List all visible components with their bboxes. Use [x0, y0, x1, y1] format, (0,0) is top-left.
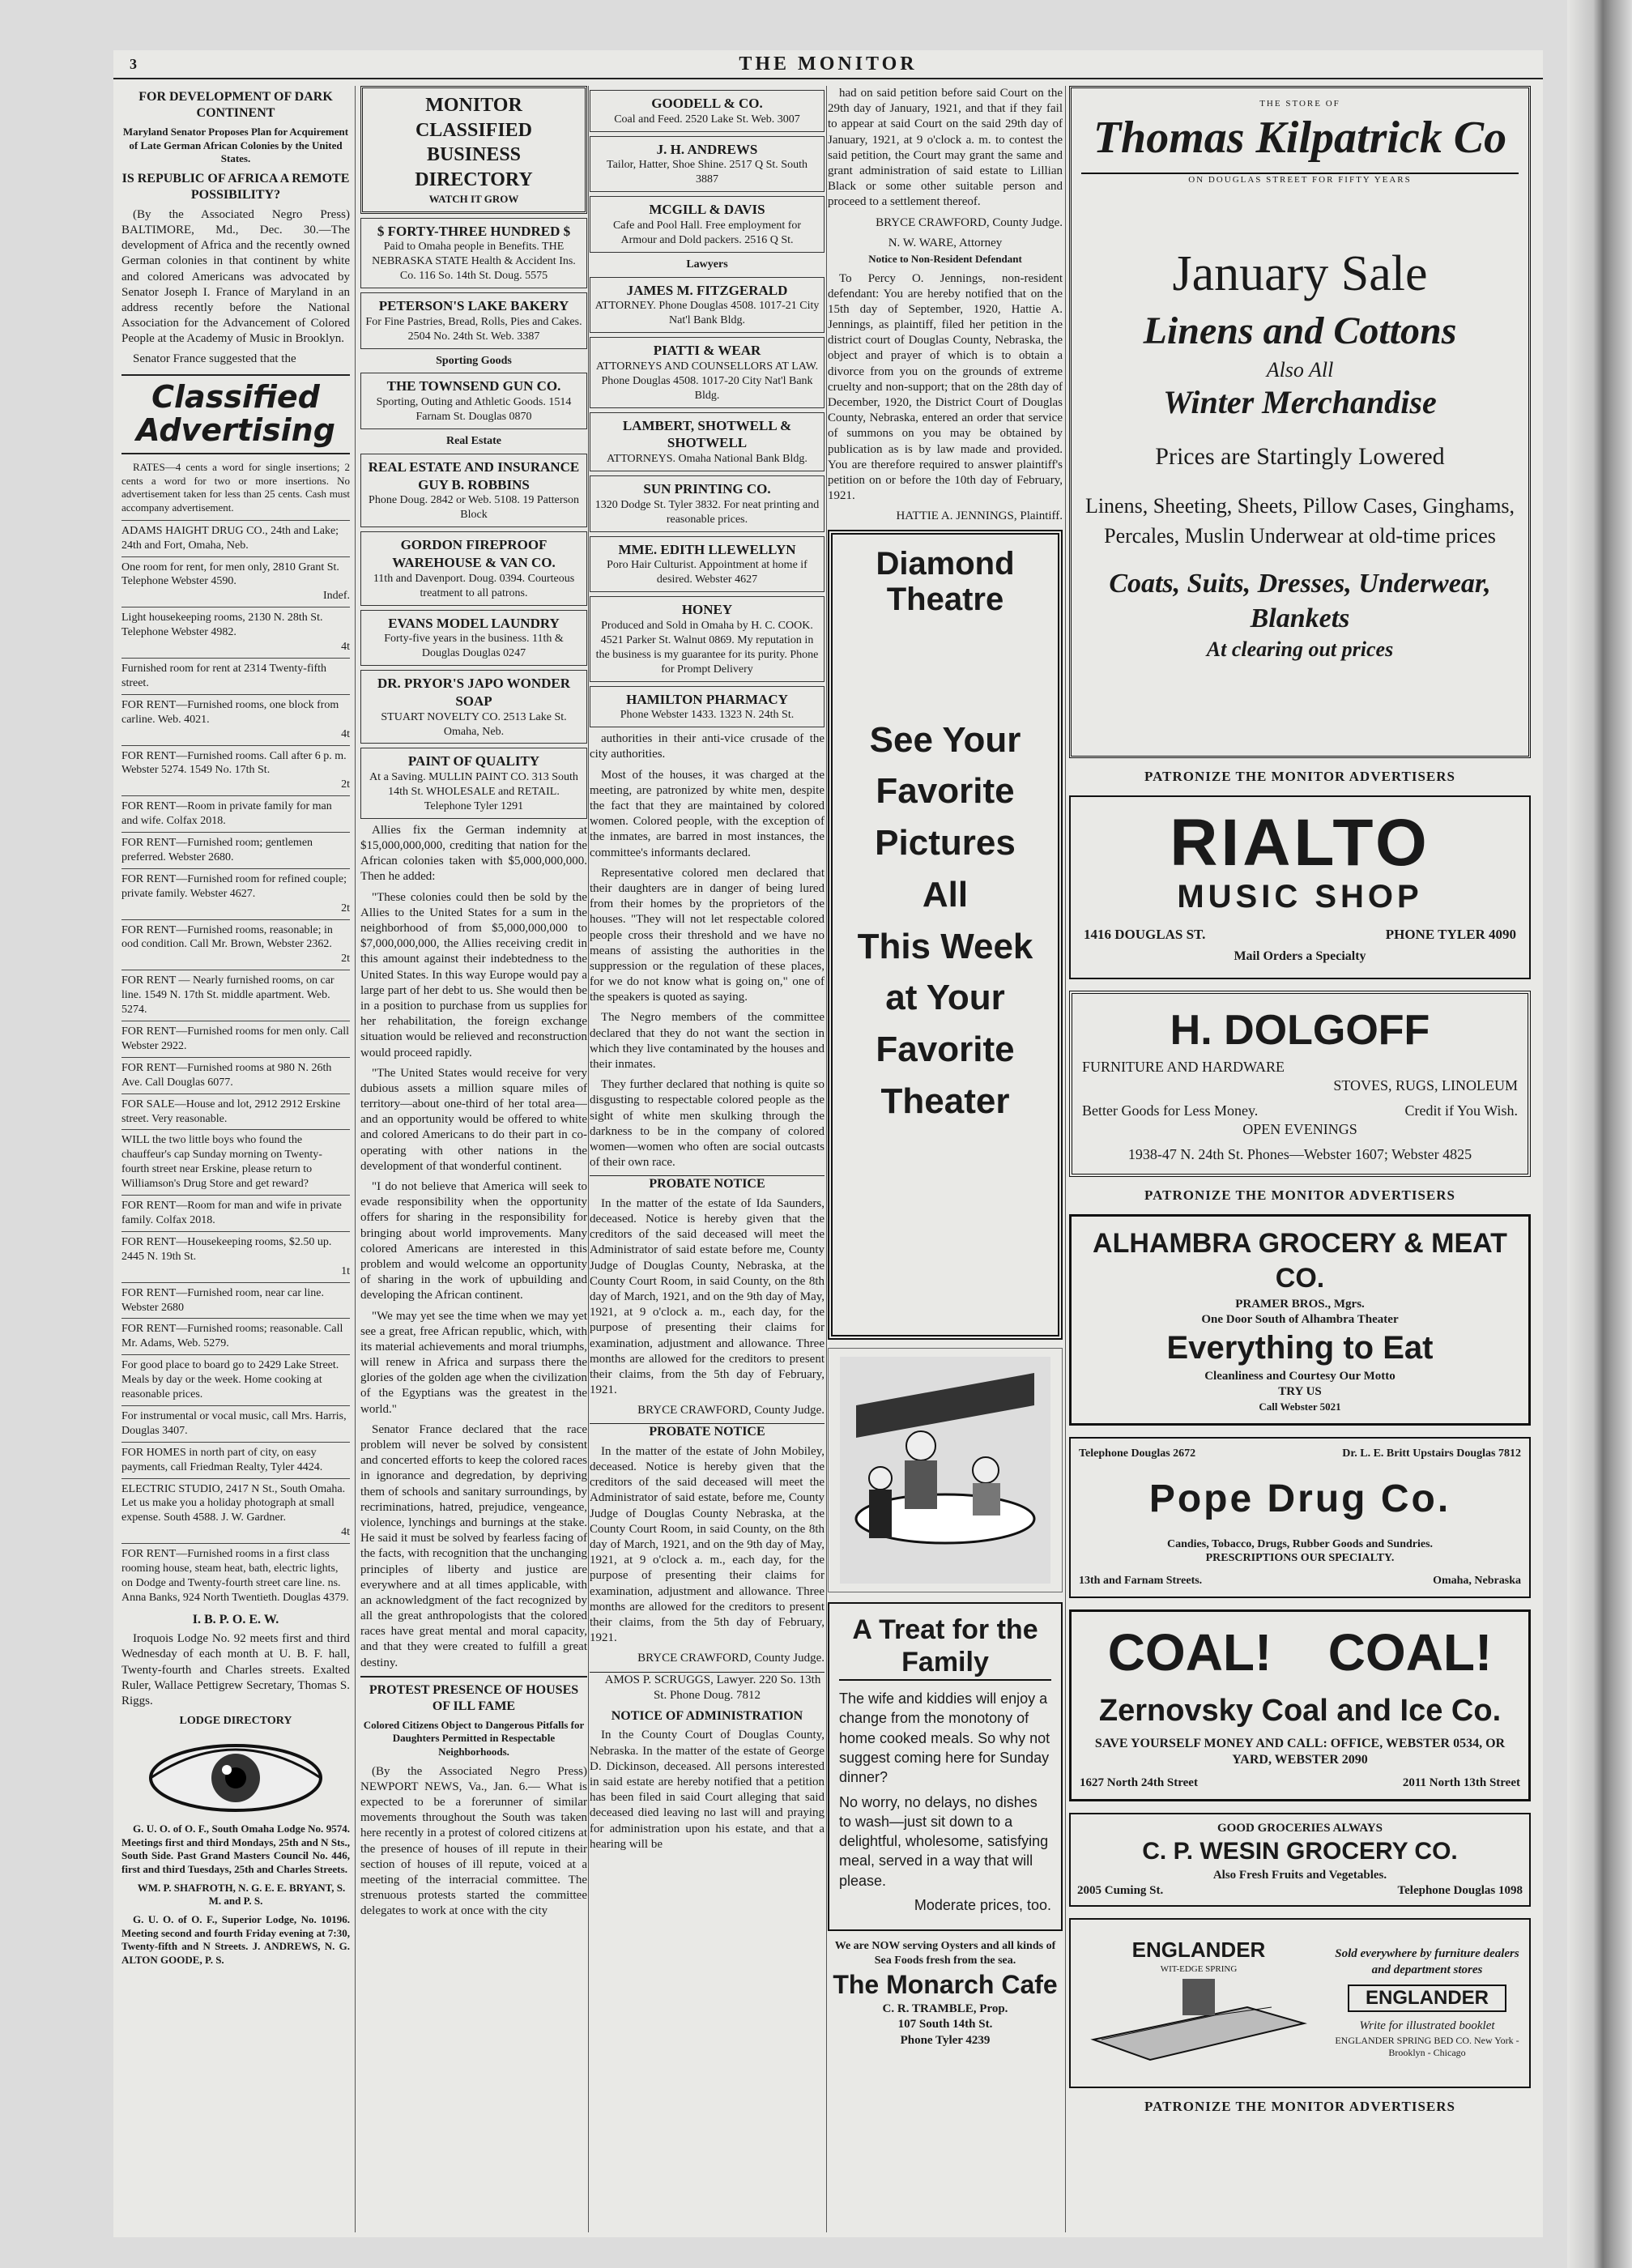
alhambra-name: ALHAMBRA GROCERY & MEAT CO. — [1093, 1227, 1507, 1294]
classified-ad-text: Furnished room for rent at 2314 Twenty-fifth street. — [121, 662, 327, 689]
diamond-theatre-line: Favorite — [876, 1030, 1015, 1070]
classified-ad-text: FOR RENT—Furnished rooms in a first class rooming house, steam heat, bath, electric lights, on Dodge and Twenty-fourth street care line. ns. Anna Banks, 924 North Twentieth. Douglas 4379. — [121, 1548, 349, 1604]
rialto-address: 1416 DOUGLAS ST. — [1084, 926, 1206, 942]
directory-card-details: Coal and Feed. 2520 Lake St. Web. 3007 — [614, 113, 800, 126]
directory-category: Sporting Goods — [436, 354, 512, 367]
classified-ad — [121, 694, 350, 745]
kp-small-top: THE STORE OF — [1259, 99, 1340, 109]
directory-card-details: ATTORNEYS AND COUNSELLORS AT LAW. Phone Douglas 4508. 1017-20 City Nat'l Bank Bldg. — [595, 360, 819, 402]
classified-ad-text: Light housekeeping rooms, 2130 N. 28th St. Telephone Webster 4982. — [121, 612, 323, 639]
alhambra-mgr: PRAMER BROS., Mgrs. — [1235, 1297, 1365, 1311]
directory-card — [590, 475, 825, 532]
eye-icon — [121, 1733, 350, 1823]
lodge-text: G. U. O. of O. F., Superior Lodge, No. 10196. Meeting second and fourth Friday evening at 7:30, Twenty-fifth and N Streets. J. ANDREWS, N. G. ALTON GOODE, P. S. — [121, 1912, 350, 1966]
dolgoff-credit: Credit if You Wish. — [1404, 1102, 1518, 1119]
lodge-officers: WM. P. SHAFROTH, N. G. E. E. BRYANT, S. M. and P. S. — [137, 1881, 346, 1908]
kp-prices: Prices are Startingly Lowered — [1155, 442, 1445, 470]
pope-city: Omaha, Nebraska — [1433, 1575, 1521, 1588]
coal-word: COAL! — [1107, 1623, 1272, 1682]
classified-ad-text: FOR RENT—Furnished room; gentlemen preferred. Webster 2680. — [121, 837, 313, 863]
directory-card — [590, 90, 825, 132]
diamond-theatre-ad — [828, 530, 1063, 1340]
classified-ad — [121, 1478, 350, 1544]
article-paragraph: Representative colored men declared that their daughters are in danger of being lured from their homes by the proprietors of the houses. "They will not let respectable colored people cross their threshold and we have no means of assisting the authorities in the suppression or the regulation of these places, for we do not know what is going on," one of the speakers is quoted as saying. — [590, 866, 825, 1004]
englander-left — [1077, 1937, 1320, 2070]
directory-card-name: MME. EDITH LLEWELLYN — [618, 541, 796, 557]
classified-ad — [121, 1318, 350, 1354]
directory-card-name: MCGILL & DAVIS — [649, 202, 765, 218]
alhambra-everything: Everything to Eat — [1166, 1330, 1434, 1366]
monarch-addr: 107 South 14th St. — [897, 2018, 993, 2031]
classified-ad — [121, 1195, 350, 1231]
probate-text: In the matter of the estate of John Mobiley, deceased. Notice is hereby given that the creditors of the said deceased will meet the Administrator of said estate, before me, County Judge of Douglas County Nebraska, at the County Court Room, in said County, on the 8th day of March, 1921, and on the 9th day of May, 1921, at 9 o'clock a. m., each day, for the purpose of presenting their claims for examination, adjustment and allowance. Three months are allowed for the creditors to present their claims, from the 5th day of February, 1921. — [590, 1444, 825, 1645]
diamond-theatre-line: All — [922, 874, 969, 914]
headline-protest: PROTEST PRESENCE OF HOUSES OF ILL FAME — [360, 1676, 587, 1716]
diamond-theatre-lines — [839, 714, 1051, 1128]
diamond-theatre-line: See Your — [869, 719, 1021, 760]
classified-ad — [121, 520, 350, 556]
directory-card — [590, 277, 825, 334]
pope-address: 13th and Farnam Streets. — [1079, 1575, 1203, 1588]
classified-ad-text: FOR SALE—House and lot, 2912 2912 Erskine street. Very reasonable. — [121, 1098, 341, 1125]
rialto-mail: Mail Orders a Specialty — [1234, 949, 1366, 963]
directory-category: Lawyers — [686, 258, 728, 271]
directory-card-details: Cafe and Pool Hall. Free employment for Armour and Dold packers. 2516 Q St. — [612, 219, 802, 246]
directory-card — [590, 686, 825, 728]
kp-small-bottom: ON DOUGLAS STREET FOR FIFTY YEARS — [1188, 174, 1412, 185]
kp-coats: Coats, Suits, Dresses, Underwear, Blankets — [1109, 569, 1491, 633]
directory-card-details: STUART NOVELTY CO. 2513 Lake St. Omaha, Neb. — [381, 710, 567, 738]
patronize-banner: PATRONIZE THE MONITOR ADVERTISERS — [1144, 2098, 1455, 2114]
treat-prices: Moderate prices, too. — [914, 1897, 1051, 1914]
classified-ad-tag: 2t — [341, 902, 350, 914]
classified-ad — [121, 745, 350, 796]
coal-address-2: 2011 North 13th Street — [1402, 1776, 1520, 1789]
probate-title: PROBATE NOTICE — [590, 1175, 825, 1192]
classified-ad-text: FOR RENT — Nearly furnished rooms, on car line. 1549 N. 17th St. middle apartment. Web. 5274. — [121, 974, 334, 1017]
englander-brand: ENGLANDER — [1131, 1938, 1266, 1963]
directory-title — [360, 86, 587, 214]
pope-drug-ad — [1069, 1437, 1531, 1598]
classified-ad — [121, 556, 350, 608]
englander-ad — [1069, 1918, 1531, 2088]
diamond-theatre-line: This Week — [857, 926, 1033, 966]
patronize-banner: PATRONIZE THE MONITOR ADVERTISERS — [1144, 1187, 1455, 1203]
englander-right — [1332, 1946, 1523, 2059]
dolgoff-stoves: STOVES, RUGS, LINOLEUM — [1333, 1076, 1518, 1094]
classified-ad — [121, 970, 350, 1021]
classified-title: Classified Advertising — [121, 374, 350, 455]
pope-specialty: PRESCRIPTIONS OUR SPECIALTY. — [1205, 1552, 1395, 1565]
lodge-text: G. U. O. of O. F., South Omaha Lodge No. 9574. Meetings first and third Mondays, 25th and N Sts., South Side. Past Grand Masters Council No. 446, first and third Tuesdays, 25th and Charles Streets. — [121, 1823, 350, 1875]
classified-ad-tag: Indef. — [322, 590, 350, 603]
monarch-intro: We are NOW serving Oysters and all kinds of Sea Foods fresh from the sea. — [834, 1940, 1056, 1967]
directory-card-details: ATTORNEY. Phone Douglas 4508. 1017-21 City Nat'l Bank Bldg. — [594, 300, 820, 327]
classified-ad-text: FOR RENT—Furnished room, near car line. Webster 2680 — [121, 1286, 325, 1314]
directory-card-details: At a Saving. MULLIN PAINT CO. 313 South 14th St. WHOLESALE and RETAIL. Telephone Tyler 1291 — [369, 771, 578, 812]
kilpatrick-ad — [1069, 86, 1531, 758]
wesin-name: C. P. WESIN GROCERY CO. — [1142, 1838, 1458, 1865]
directory-card — [590, 596, 825, 681]
classified-ad — [121, 868, 350, 919]
directory-card-details: ATTORNEYS. Omaha National Bank Bldg. — [607, 453, 807, 466]
column-1 — [121, 86, 350, 1972]
coal-address-1: 1627 North 24th Street — [1080, 1776, 1198, 1789]
dolgoff-better: Better Goods for Less Money. — [1082, 1102, 1259, 1119]
masthead-title: THE MONITOR — [739, 53, 918, 75]
directory-card-details: Poro Hair Culturist. Appointment at home if desired. Webster 4627 — [607, 559, 807, 586]
ibpoe-text: Iroquois Lodge No. 92 meets first and third Wednesday of each month at U. B. F. hall, Twenty-fourth and Charles streets. Exalted Ruler, Wallace Pettigrew Secretary, Thomas S. Riggs. — [121, 1632, 350, 1708]
classified-ad — [121, 1057, 350, 1094]
directory-card-details: Forty-five years in the business. 11th & Douglas Douglas 0247 — [384, 633, 564, 660]
wesin-grocery-ad — [1069, 1813, 1531, 1907]
diamond-theatre-line: at Your — [885, 978, 1005, 1018]
directory-card-name: JAMES M. FITZGERALD — [626, 282, 788, 298]
classified-ad — [121, 1094, 350, 1130]
monarch-cafe-ad — [828, 1939, 1063, 2048]
directory-card-name: PETERSON'S LAKE BAKERY — [378, 297, 569, 313]
judge-signature: BRYCE CRAWFORD, County Judge. — [637, 1404, 825, 1418]
alhambra-call: Call Webster 5021 — [1259, 1400, 1341, 1413]
directory-card-details: 1320 Dodge St. Tyler 3832. For neat printing and reasonable prices. — [594, 498, 820, 526]
kp-logo: Thomas Kilpatrick Co — [1081, 109, 1519, 174]
classified-ad-text: WILL the two little boys who found the chauffeur's cap Sunday morning on Twenty-fourth street near Erskine, please return to Williamson's Drug Store and get reward? — [121, 1134, 322, 1191]
directory-card-details: 11th and Davenport. Doug. 0394. Courteous treatment to all patrons. — [373, 572, 575, 599]
monarch-prop: C. R. TRAMBLE, Prop. — [882, 2002, 1008, 2016]
nonresident-text: To Percy O. Jennings, non-resident defendant: You are hereby notified that on the 15th day of September, 1920, Hattie A. Jennings, as plaintiff, filed her petition in the district court of Douglas County, Nebraska, the object and prayer of which is to obtain a divorce from you on the grounds of extreme cruelty and non-support; that on the 28th day of December, 1920, the District Court of Douglas County, Nebraska, entered an order that service of summons on you may be obtained by publication as is by law made and provided. You are therefore required to answer plaintiff's petition on or before the 10th day of February, 1921. — [828, 271, 1063, 503]
classified-ad-text: FOR RENT—Furnished rooms, reasonable; in ood condition. Call Mr. Brown, Webster 2362. — [121, 923, 333, 951]
directory-title-text: MONITOR CLASSIFIED BUSINESS DIRECTORY — [415, 95, 533, 191]
judge-signature: BRYCE CRAWFORD, County Judge. — [637, 1652, 825, 1665]
directory-card-details: Produced and Sold in Omaha by H. C. COOK. 4521 Parker St. Walnut 0869. My reputation in the business is my guarantee for its purity. Phone for Prompt Delivery — [595, 620, 819, 676]
kp-winter: Winter Merchandise — [1163, 383, 1437, 420]
dolgoff-open: OPEN EVENINGS — [1242, 1120, 1357, 1137]
wesin-also: Also Fresh Fruits and Vegetables. — [1212, 1868, 1387, 1882]
directory-card — [360, 292, 587, 349]
kp-list: Linens, Sheeting, Sheets, Pillow Cases, Ginghams, Percales, Muslin Underwear at old-time prices — [1084, 494, 1515, 548]
directory-card-name: PAINT OF QUALITY — [407, 753, 540, 770]
diamond-theatre-title: Diamond Theatre — [876, 545, 1015, 617]
kp-also: Also All — [1266, 357, 1334, 382]
alhambra-ad — [1069, 1214, 1531, 1426]
classified-ad-text: FOR RENT—Furnished rooms for men only. Call Webster 2922. — [121, 1025, 350, 1052]
wesin-phone: Telephone Douglas 1098 — [1397, 1883, 1523, 1897]
wesin-top: GOOD GROCERIES ALWAYS — [1217, 1821, 1383, 1835]
directory-card — [590, 536, 825, 593]
englander-brand-box: ENGLANDER — [1348, 1985, 1506, 2013]
article-paragraph: (By the Associated Negro Press) NEWPORT NEWS, Va., Jan. 6.— What is expected to be a forerunner of similar movements throughout the South was taken here recently in a protest of colored citizens at the presence of houses of ill repute in their section of houses of ill repute, voiced at a meeting of the interracial committee. The strenuous protests started the committee delegates to work at once with the city — [360, 1764, 587, 1918]
subhead-protest: Colored Citizens Object to Dangerous Pitfalls for Daughters Permitted in Respectable Neighborhoods. — [363, 1718, 585, 1758]
directory-card — [360, 748, 587, 818]
classified-ad-tag: 2t — [341, 778, 350, 791]
article-paragraph: Senator France declared that the race problem will never be solved by consistent and concerted efforts to keep the colored races in ignorance and degredation, by depriving them of schools and sanitary surroundings, by recriminations, hatred, prejudice, vengeance, violence, lynchings and burnings at the stake. He said it must be solved by fearless facing of the facts, with recognition that the unchanging principles of liberty and justice are everywhere and at all times applicable, with an acknowledgment of the fact recognized by all the great anthropologists that the colored races have great mental and moral capacity, and that they were created to fulfill a great destiny. — [360, 1422, 587, 1669]
directory-subtitle: WATCH IT GROW — [428, 192, 519, 205]
classified-ad — [121, 658, 350, 694]
zernovsky-coal-ad — [1069, 1609, 1531, 1801]
coal-save: SAVE YOURSELF MONEY AND CALL: OFFICE, WEBSTER 0534, OR YARD, WEBSTER 2090 — [1094, 1736, 1506, 1767]
bed-spring-icon — [1085, 1975, 1312, 2064]
englander-tag: WIT-EDGE SPRING — [1160, 1964, 1238, 1975]
ibpoe-title: I. B. P. O. E. W. — [192, 1612, 279, 1626]
judge-signature: BRYCE CRAWFORD, County Judge. — [876, 215, 1063, 229]
classified-ad-tag: 2t — [341, 953, 350, 966]
monarch-name: The Monarch Cafe — [833, 1970, 1058, 2000]
article-paragraph: "I do not believe that America will seek to evade responsibility when the opportunity offers for sharing in the responsibility for bringing about world improvements. Many colored Americans are interested in this problem and would welcome an opportunity of sharing in the work of upbuilding and developing the African continent. — [360, 1180, 587, 1302]
dolgoff-name: H. DOLGOFF — [1170, 1007, 1430, 1055]
notice-text: had on said petition before said Court on the 29th day of January, 1921, and that if they fail to appear at said Court on the said 29th day of January, 1921, at 9 o'clock a. m. to contest the said petition, the Court may grant the same and grant administration of said estate to Lillian Black or some other suitable person and proceed to a settlement thereof. — [828, 87, 1063, 209]
lodge-directory-title: LODGE DIRECTORY — [179, 1715, 292, 1728]
directory-card-name: GOODELL & CO. — [651, 96, 763, 111]
directory-card-details: Paid to Omaha people in Benefits. THE NEBRASKA STATE Health & Accident Ins. Co. 116 So. 14th St. Doug. 5575 — [372, 241, 576, 283]
alhambra-motto: Cleanliness and Courtesy Our Motto — [1204, 1370, 1396, 1383]
classified-ad — [121, 1231, 350, 1282]
rialto-phone: PHONE TYLER 4090 — [1385, 926, 1516, 942]
monarch-phone: Phone Tyler 4239 — [900, 2033, 991, 2047]
probate-title: PROBATE NOTICE — [590, 1423, 825, 1440]
coal-word: COAL! — [1327, 1623, 1493, 1682]
classified-ad — [121, 1021, 350, 1057]
classified-ad-text: FOR RENT—Furnished room for refined couple; private family. Webster 4627. — [121, 872, 347, 900]
kp-january: January Sale — [1172, 245, 1428, 301]
article-paragraph: Most of the houses, it was charged at the meeting, are patronized by white men, despite the fact that they are maintained by colored women. Colored people, with the exception of the inmates, are barred in most instances, the committee's informants declared. — [590, 768, 825, 859]
classified-ads-list — [121, 520, 350, 1609]
classified-ad-text: ELECTRIC STUDIO, 2417 N St., South Omaha. Let us make you a holiday photograph at small expense. South 4588. J. W. Gardner. — [121, 1482, 346, 1524]
patronize-banner: PATRONIZE THE MONITOR ADVERTISERS — [1144, 769, 1455, 784]
classified-ad-text: FOR RENT—Furnished rooms at 980 N. 26th Ave. Call Douglas 6077. — [121, 1061, 332, 1089]
directory-card-details: For Fine Pastries, Bread, Rolls, Pies and Cakes. 2504 No. 24th St. Web. 3387 — [365, 315, 582, 343]
directory-card-name: $ FORTY-THREE HUNDRED $ — [377, 223, 571, 239]
directory-card-details: Tailor, Hatter, Shoe Shine. 2517 Q St. South 3887 — [607, 159, 807, 186]
directory-card-name: HONEY — [681, 602, 733, 618]
englander-company: ENGLANDER SPRING BED CO. New York - Brooklyn - Chicago — [1335, 2034, 1519, 2059]
directory-card-name: HAMILTON PHARMACY — [626, 691, 788, 707]
probate-text: In the matter of the estate of Ida Saunders, deceased. Notice is hereby given that the creditors of the said deceased will meet the Administrator of said estate before me, County Judge of Douglas County, Nebraska, at the County Court Room, in said County, on the 8th day of March, 1921, and on the 9th day of May, 1921, at 9 o'clock a. m., each day, for the purpose of presenting their claims for examination, adjustment and allowance. Three months are allowed for the creditors to present their claims, from the 5th day of February, 1921. — [590, 1196, 825, 1397]
headline-development: FOR DEVELOPMENT OF DARK CONTINENT — [138, 90, 333, 121]
article-paragraph: "We may yet see the time when we may yet see a great, free African republic, which, with its material achievements and moral triumphs, will renew in Africa and surpass there the glories of the golden age when the civilization of the Egyptians was the greatest in the world." — [360, 1309, 587, 1416]
classified-ad — [121, 1405, 350, 1442]
directory-card-name: SUN PRINTING CO. — [643, 481, 771, 497]
directory-card-details: Phone Webster 1433. 1323 N. 24th St. — [620, 709, 795, 722]
directory-card-name: DR. PRYOR'S JAPO WONDER SOAP — [377, 676, 571, 709]
directory-cards — [590, 90, 825, 727]
rialto-name: RIALTO — [1170, 805, 1430, 880]
classified-ad — [121, 795, 350, 832]
alhambra-location: One Door South of Alhambra Theater — [1201, 1312, 1399, 1326]
classified-ad-text: FOR RENT—Housekeeping rooms, $2.50 up. 2445 N. 19th St. — [121, 1235, 332, 1263]
coal-name: Zernovsky Coal and Ice Co. — [1098, 1694, 1502, 1729]
lawyer-scruggs: AMOS P. SCRUGGS, Lawyer. 220 So. 13th St. Phone Doug. 7812 — [590, 1672, 825, 1703]
classified-ad-text: FOR RENT—Furnished rooms. Call after 6 p. m. Webster 5274. 1549 No. 17th St. — [121, 749, 347, 777]
classified-ad-tag: 4t — [341, 727, 350, 740]
plaintiff-signature: HATTIE A. JENNINGS, Plaintiff. — [896, 509, 1063, 523]
directory-card — [360, 531, 587, 605]
headline-republic: IS REPUBLIC OF AFRICA A REMOTE POSSIBILITY? — [121, 171, 350, 202]
nonresident-title: Notice to Non-Resident Defendant — [868, 252, 1022, 265]
classified-ad — [121, 1543, 350, 1609]
directory-card-details: Sporting, Outing and Athletic Goods. 1514 Farnam St. Douglas 0870 — [376, 396, 572, 424]
admin-title: NOTICE OF ADMINISTRATION — [611, 1708, 803, 1723]
directory-card — [590, 136, 825, 193]
directory-card-name: REAL ESTATE AND INSURANCE GUY B. ROBBINS — [368, 458, 580, 492]
directory-card-name: EVANS MODEL LAUNDRY — [388, 615, 560, 631]
directory-card-name: LAMBERT, SHOTWELL & SHOTWELL — [622, 417, 792, 451]
directory-card-name: PIATTI & WEAR — [653, 343, 761, 359]
masthead — [113, 50, 1543, 79]
pope-items: Candies, Tobacco, Drugs, Rubber Goods and Sundries. — [1166, 1537, 1434, 1550]
rialto-sub: MUSIC SHOP — [1177, 878, 1423, 914]
classified-ad — [121, 832, 350, 868]
family-dinner-illustration — [828, 1348, 1063, 1592]
directory-card — [360, 454, 587, 527]
kp-linens: Linens and Cottons — [1143, 309, 1457, 353]
treat-family-ad — [828, 1602, 1063, 1932]
directory-card-name: THE TOWNSEND GUN CO. — [386, 378, 561, 394]
classified-ad-tag: 4t — [341, 641, 350, 654]
classified-ad-text: For instrumental or vocal music, call Mrs. Harris, Douglas 3407. — [121, 1409, 347, 1437]
treat-text: The wife and kiddies will enjoy a change from the monotony of home cooked meals. So why not suggest coming here for Sunday dinner? — [839, 1690, 1050, 1786]
classified-ad-text: FOR RENT—Furnished rooms, one block from carline. Web. 4021. — [121, 698, 339, 726]
directory-card — [360, 670, 587, 744]
wesin-address: 2005 Cuming St. — [1077, 1883, 1164, 1897]
dolgoff-address: 1938-47 N. 24th St. Phones—Webster 1607; Webster 4825 — [1127, 1145, 1472, 1162]
classified-rates: RATES—4 cents a word for single insertions; 2 cents a word for two or more insertions. No advertisement taken for less than 25 cents. Cash must accompany advertisement. — [121, 461, 350, 514]
column-2 — [360, 86, 587, 1925]
alhambra-try: TRY US — [1278, 1385, 1322, 1399]
englander-sold: Sold everywhere by furniture dealers and department stores — [1335, 1947, 1519, 1976]
directory-card — [360, 610, 587, 667]
classified-ad-text: One room for rent, for men only, 2810 Grant St. Telephone Webster 4590. — [121, 561, 339, 588]
directory-category: Real Estate — [445, 435, 502, 447]
newspaper-page — [113, 50, 1543, 2237]
classified-ad — [121, 1129, 350, 1195]
dolgoff-ad — [1069, 991, 1531, 1177]
article-paragraph: authorities in their anti-vice crusade of the city authorities. — [590, 732, 825, 761]
classified-ad — [121, 1442, 350, 1478]
directory-card — [590, 196, 825, 253]
directory-card — [590, 412, 825, 471]
classified-ad-text: FOR HOMES in north part of city, on easy payments, call Friedman Realty, Tyler 4424. — [121, 1446, 323, 1473]
column-4 — [828, 86, 1063, 2048]
pope-doctor: Dr. L. E. Britt Upstairs Douglas 7812 — [1342, 1447, 1521, 1460]
directory-card — [360, 218, 587, 288]
attorney-ware: N. W. WARE, Attorney — [888, 236, 1003, 249]
torn-page-edge — [1567, 0, 1632, 2268]
classified-ad-tag: 1t — [341, 1264, 350, 1277]
directory-card — [360, 373, 587, 429]
pope-name: Pope Drug Co. — [1148, 1477, 1451, 1521]
diamond-theatre-line: Theater — [880, 1081, 1010, 1122]
article-paragraph: Allies fix the German indemnity at $15,000,000,000, crediting that nation for the African colonies taken with $5,000,000,000. Then he added: — [360, 823, 587, 884]
classified-ad-text: ADAMS HAIGHT DRUG CO., 24th and Lake; 24th and Fort, Omaha, Neb. — [121, 524, 339, 552]
column-3 — [590, 86, 825, 1857]
directory-card-details: Phone Doug. 2842 or Web. 5108. 19 Patterson Block — [369, 494, 579, 522]
classified-ad — [121, 607, 350, 658]
classified-ad-text: For good place to board go to 2429 Lake Street. Meals by day or the week. Home cooking at reasonable prices. — [121, 1359, 339, 1401]
subhead-maryland: Maryland Senator Proposes Plan for Acquirement of Late German African Colonies by the United States. — [122, 125, 349, 165]
page-number: 3 — [130, 56, 137, 72]
article-paragraph: Senator France suggested that the — [133, 352, 296, 366]
column-5 — [1069, 86, 1531, 2125]
classified-ad-text: FOR RENT—Room in private family for man and wife. Colfax 2018. — [121, 800, 332, 828]
classified-ad — [121, 1354, 350, 1405]
classified-ad — [121, 919, 350, 970]
directory-card-name: GORDON FIREPROOF WAREHOUSE & VAN CO. — [392, 537, 556, 570]
treat-title: A Treat for the Family — [839, 1614, 1051, 1682]
kp-clearing: At clearing out prices — [1206, 637, 1394, 662]
classified-ad — [121, 1282, 350, 1319]
article-paragraph: They further declared that nothing is quite so disgusting to respectable colored people as the sight of white men skulking through the darkness to be in the company of colored women—women who often are social outcasts of their own race. — [590, 1078, 825, 1170]
pope-telephone: Telephone Douglas 2672 — [1079, 1447, 1196, 1460]
directory-cards — [360, 218, 587, 819]
directory-card — [590, 337, 825, 407]
article-paragraph: The Negro members of the committee declared that they do not want the section in which they live contaminated by the houses and their inmates. — [590, 1011, 825, 1072]
admin-text: In the County Court of Douglas County, Nebraska. In the matter of the estate of George D. Dickinson, deceased. All persons interested in said estate are hereby notified that a petition has been filed in said Court alleging that said deceased died leaving no last will and praying for administration upon his estate, and that a hearing will be — [590, 1729, 825, 1851]
dolgoff-furniture: FURNITURE AND HARDWARE — [1082, 1058, 1285, 1075]
article-paragraph: "The United States would receive for very dubious assets a million square miles of territory—about one-third of her total area—and an opportunity would be offered to white and colored Americans to do their part in co-operating with other nations in the development of that wonderful continent. — [360, 1066, 587, 1173]
diamond-theatre-line: Favorite — [876, 771, 1015, 812]
rialto-ad — [1069, 795, 1531, 979]
article-paragraph: (By the Associated Negro Press) BALTIMORE, Md., Dec. 30.—The development of Africa and the recently owned German colonies in that continent by white and colored Americans was advocated by Senator Joseph I. France of Maryland in an address recently before the National Association for the Advancement of Colored People at the Academy of Music in Brooklyn. — [121, 207, 350, 346]
classified-ad-tag: 4t — [341, 1526, 350, 1539]
classified-ad-text: FOR RENT—Room for man and wife in private family. Colfax 2018. — [121, 1200, 342, 1226]
classified-ad-text: FOR RENT—Furnished rooms; reasonable. Call Mr. Adams, Web. 5279. — [121, 1323, 343, 1350]
englander-write: Write for illustrated booklet — [1359, 2019, 1495, 2033]
article-paragraph: "These colonies could then be sold by the Allies to the United States for a sum in the neighborhood of from $5,000,000,000 to $7,000,000,000, the Allies receiving credit in this amount against their indebtedness to the United States. In this way Europe would pay a large part of her debt to us. She would then be in a position to purchase from us supplies for her rehabilitation, the foreign exchange situation would be relieved and reconstruction would proceed rapidly. — [360, 890, 587, 1059]
directory-card-name: J. H. ANDREWS — [656, 141, 758, 157]
diamond-theatre-line: Pictures — [875, 823, 1016, 863]
treat-text: No worry, no delays, no dishes to wash—just sit down to a delightful, wholesome, satisfying meal, served in a way that will please. — [839, 1793, 1049, 1889]
